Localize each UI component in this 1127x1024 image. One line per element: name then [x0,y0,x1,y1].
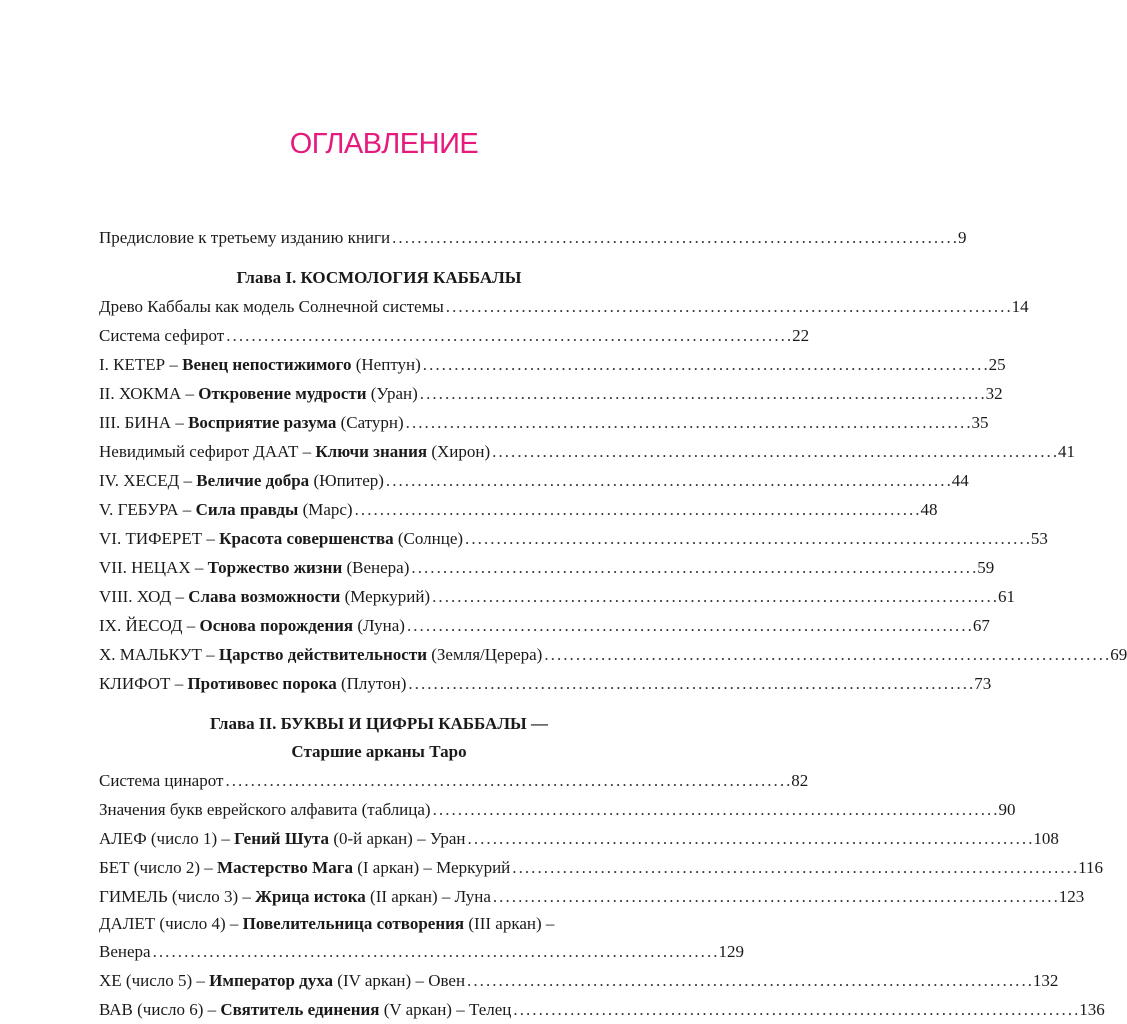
dot-leader [386,466,950,495]
toc-entry-bold-title: Сила правды [195,500,299,519]
toc-entry-text: Значения букв еврейского алфавита (таблица) [99,800,431,819]
toc-page-number: 82 [791,771,809,790]
toc-entry-text-suffix: (Меркурий) [340,587,431,606]
toc-entry [99,292,1029,321]
toc-entry-bold-title: Император духа [209,971,334,990]
dot-leader [225,766,789,795]
toc-entry-text: II. ХОКМА – [99,384,199,403]
chapter-1-entries [99,292,1127,698]
toc-entry [99,853,1104,882]
dot-leader [493,882,1057,911]
toc-page-number: 116 [1078,858,1104,877]
toc-page-number: 132 [1032,971,1059,990]
toc-page-number: 69 [1110,645,1127,664]
toc-entry-text-suffix: (0-й аркан) – Уран [329,829,466,848]
chapter-2-entries [99,766,1104,911]
dot-leader [411,553,975,582]
toc-entry [99,437,1076,466]
toc-entry-preface [99,223,967,252]
toc-entry-bold-title: Основа порождения [199,616,354,635]
toc-entry [99,795,1016,824]
dot-leader [468,824,1032,853]
page-title: ОГЛАВЛЕНИЕ [289,128,479,160]
toc-entry [99,995,1105,1024]
toc-entry-bold-title: Ключи знания [315,442,428,461]
toc-entry-text: X. МАЛЬКУТ – [99,645,219,664]
toc-page-number: 108 [1033,829,1059,848]
toc-page-number: 48 [920,500,938,519]
toc-entry-text: ВАВ (число 6) – [99,1000,221,1019]
toc-entry-bold-title: Противовес порока [187,674,337,693]
toc-entry-text: VIII. ХОД – [99,587,189,606]
chapter-heading-1: Глава I. КОСМОЛОГИЯ КАББАЛЫ [236,268,522,287]
toc-entry [99,582,1015,611]
toc-entry-text: Невидимый сефирот ДААТ – [99,442,316,461]
toc-entry [99,379,1003,408]
toc-entry-text: ГИМЕЛЬ (число 3) – [99,887,256,906]
toc-entry-text: III. БИНА – [99,413,189,432]
dot-leader [432,582,996,611]
dot-leader [226,321,790,350]
toc-entry-text: Древо Каббалы как модель Солнечной системы [99,297,444,316]
dot-leader [446,292,1010,321]
toc-entry-text-suffix: (Сатурн) [336,413,404,432]
toc-entry-bold-title: Святитель единения [220,1000,380,1019]
toc-entry-text-suffix: (II аркан) – Луна [365,887,491,906]
toc-entry-title-continuation: Венера [99,942,151,961]
toc-entry-text-suffix: (III аркан) – [464,914,555,933]
toc-entry-text: АЛЕФ (число 1) – [99,829,235,848]
toc-entry-text: IV. ХЕСЕД – [99,471,197,490]
dot-leader [355,495,919,524]
toc-entry [99,495,938,524]
toc-entry-text-suffix: (Марс) [298,500,353,519]
toc-entry-bold-title: Царство действительности [218,645,427,664]
toc-page-number: 129 [718,942,744,961]
toc-page-number: 9 [957,228,967,247]
chapter-2-entries-continued [99,966,1105,1024]
toc-entry-bold-title: Слава возможности [188,587,341,606]
toc-entry [99,824,1059,853]
toc-entry-text-suffix: (I аркан) – Меркурий [352,858,511,877]
dot-leader [512,853,1076,882]
toc-entry-bold-title: Венец непостижимого [182,355,352,374]
dot-leader [423,350,987,379]
toc-entry-text: Система сефирот [99,326,225,345]
dot-leader [420,379,984,408]
toc-entry-text-suffix: (Луна) [353,616,405,635]
toc-entry-text: IX. ЙЕСОД – [99,616,200,635]
dot-leader [513,995,1077,1024]
toc-entry-bold-title: Повелительница сотворения [242,914,465,933]
toc-entry-bold-title: Жрица истока [255,887,366,906]
toc-entry-text-suffix: (Уран) [366,384,418,403]
toc-entry [99,350,1006,379]
toc-entry [99,321,810,350]
toc-entry-text-suffix: (Хирон) [427,442,491,461]
chapter-heading-2 [99,710,659,766]
dot-leader [544,640,1108,669]
toc-entry-text-suffix: (Солнце) [393,529,464,548]
toc-entry [99,669,992,698]
toc-entry-text: VII. НЕЦАХ – [99,558,208,577]
dot-leader [492,437,1056,466]
toc-entry-bold-title: Мастерство Мага [217,858,353,877]
toc-entry-bold-title: Гений Шута [234,829,330,848]
toc-entry-bold-title: Торжество жизни [207,558,343,577]
toc-entry-text: V. ГЕБУРА – [99,500,196,519]
toc-page-number: 61 [997,587,1015,606]
dot-leader [407,611,971,640]
toc-page-number: 123 [1058,887,1085,906]
toc-entry [99,466,969,495]
toc-page-number: 67 [972,616,990,635]
toc-entry-text: БЕТ (число 2) – [99,858,218,877]
toc-entry-bold-title: Откровение мудрости [198,384,367,403]
toc-entry [99,882,1085,911]
toc-page-number: 14 [1011,297,1029,316]
toc-entry-title: Предисловие к третьему изданию книги [99,228,391,247]
toc-entry-text: I. КЕТЕР – [99,355,183,374]
toc-entry-text-suffix: (Плутон) [336,674,407,693]
toc-entry-text-suffix: (Юпитер) [309,471,384,490]
toc-page-number: 90 [998,800,1016,819]
toc-entry [99,553,995,582]
toc-entry-text: VI. ТИФЕРЕТ – [99,529,220,548]
dot-leader [153,937,717,966]
toc-entry [99,524,1048,553]
toc-entry-text: ДАЛЕТ (число 4) – [99,914,243,933]
toc-entry-text-suffix: (Нептун) [351,355,421,374]
toc-page-number: 73 [974,674,992,693]
toc-page-number: 32 [985,384,1003,403]
chapter-heading-2-line1: Глава II. БУКВЫ И ЦИФРЫ КАББАЛЫ — [210,714,548,733]
toc-entry [99,966,1059,995]
toc-entry-text-suffix: (V аркан) – Телец [379,1000,512,1019]
toc-page-number: 41 [1058,442,1076,461]
dot-leader [433,795,997,824]
table-of-contents [99,223,1127,1024]
toc-entry-text: Система цинарот [99,771,224,790]
toc-entry [99,640,1127,669]
dot-leader [392,223,956,252]
toc-entry-text: ХЕ (число 5) – [99,971,210,990]
toc-entry-bold-title: Восприятие разума [188,413,337,432]
toc-page-number: 59 [977,558,995,577]
toc-entry-continuation [99,937,744,966]
toc-page-number: 22 [792,326,810,345]
dot-leader [406,408,970,437]
dot-leader [465,524,1029,553]
toc-entry-bold-title: Красота совершенства [219,529,394,548]
toc-entry-text: КЛИФОТ – [99,674,188,693]
toc-page-number: 53 [1030,529,1048,548]
toc-entry [99,911,659,937]
dot-leader [408,669,972,698]
toc-entry-bold-title: Величие добра [196,471,310,490]
chapter-heading-2-line2: Старшие арканы Таро [291,742,467,761]
toc-page-number: 44 [951,471,969,490]
dot-leader [467,966,1031,995]
toc-page-number: 35 [971,413,989,432]
toc-entry-text-suffix: (Земля/Церера) [427,645,543,664]
toc-entry-text-suffix: (Венера) [342,558,410,577]
toc-entry [99,611,990,640]
toc-page-number: 25 [988,355,1006,374]
toc-page-number: 136 [1079,1000,1105,1019]
toc-entry [99,766,809,795]
toc-entry-text-suffix: (IV аркан) – Овен [333,971,466,990]
toc-entry [99,408,989,437]
